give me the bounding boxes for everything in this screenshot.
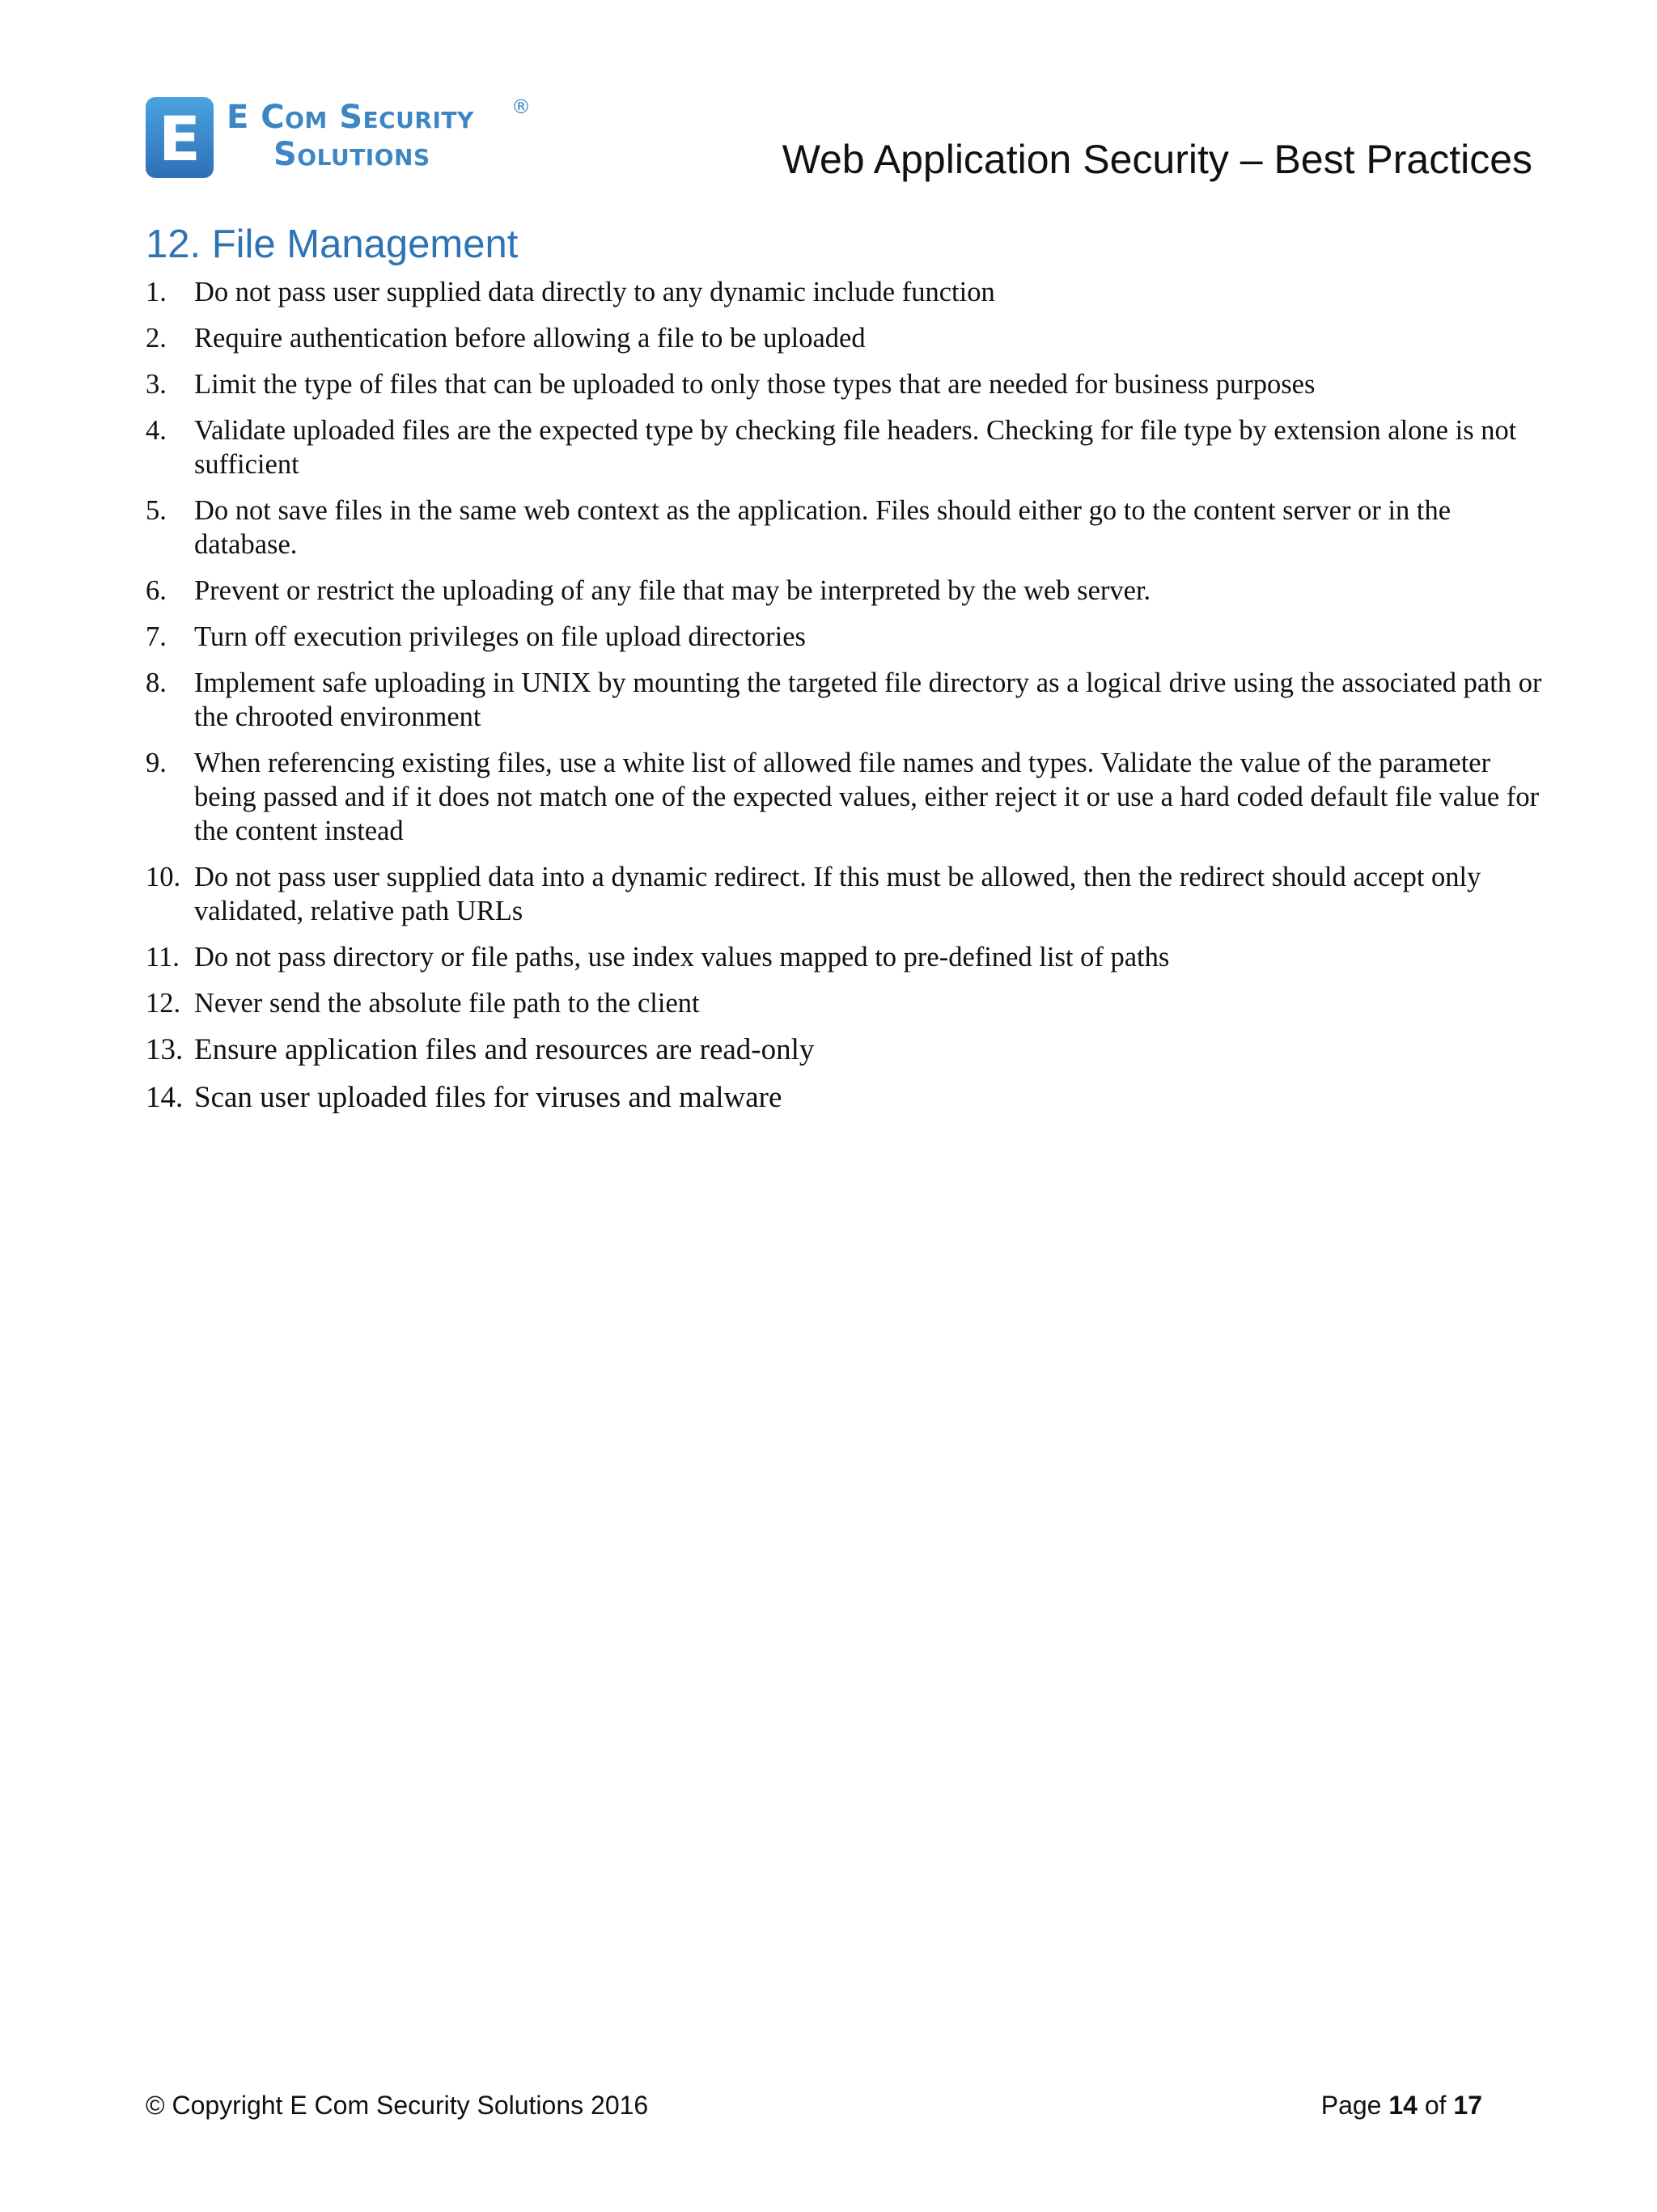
list-item [146, 321, 1553, 355]
section-heading: 12. File Management [146, 222, 519, 266]
list-item-text: Implement safe uploading in UNIX by mounting the targeted file directory as a logical drive using the associated path or the chrooted environment [194, 667, 1542, 732]
list-item [146, 574, 1553, 608]
list-item-text: Do not save files in the same web context as the application. Files should either go to the content server or in the database. [194, 495, 1451, 560]
page-prefix: Page [1320, 2091, 1382, 2120]
document-title: Web Application Security – Best Practices [782, 137, 1532, 182]
list-item-number: 2. [146, 323, 167, 354]
page-of: of [1424, 2091, 1447, 2120]
list-item [146, 746, 1553, 848]
list-item [146, 940, 1553, 974]
list-item-number: 10. [146, 862, 181, 892]
list-item-text: Ensure application files and resources are read-only [194, 1033, 815, 1066]
list-item [146, 860, 1553, 928]
page-current: 14 [1388, 2091, 1418, 2120]
list-item-number: 9. [146, 748, 167, 778]
list-item [146, 275, 1553, 309]
list-item-number: 7. [146, 621, 167, 652]
list-item-text: When referencing existing files, use a white list of allowed file names and types. Validate the value of the parameter being passed and if it does not match one of the expected values, either reject it or use a hard coded default file value for the content instead [194, 748, 1540, 846]
list-item-text: Turn off execution privileges on file upload directories [194, 621, 806, 652]
list-item-text: Validate uploaded files are the expected type by checking file headers. Checking for file type by extension alone is not sufficient [194, 415, 1517, 480]
logo-text-line2: Solutions [273, 136, 430, 173]
company-logo [146, 95, 534, 184]
list-item-text: Do not pass user supplied data into a dynamic redirect. If this must be allowed, then the redirect should accept only validated, relative path URLs [194, 862, 1481, 926]
logo-letter: E [159, 103, 201, 175]
list-item-text: Do not pass directory or file paths, use index values mapped to pre-defined list of paths [194, 942, 1170, 973]
list-item-text: Do not pass user supplied data directly to any dynamic include function [194, 277, 995, 307]
list-item-number: 12. [146, 988, 181, 1019]
logo-e-icon [146, 97, 214, 178]
list-item-number: 6. [146, 575, 167, 606]
footer-copyright: © Copyright E Com Security Solutions 2016 [146, 2091, 649, 2120]
list-item-number: 13. [146, 1033, 184, 1066]
list-item [146, 367, 1553, 401]
list-item [146, 494, 1553, 561]
list-item [146, 413, 1553, 481]
footer-page-number [1321, 2091, 1482, 2121]
list-item-text: Prevent or restrict the uploading of any file that may be interpreted by the web server. [194, 575, 1151, 606]
list-item-number: 4. [146, 415, 167, 446]
list-item-number: 11. [146, 942, 180, 973]
list-item-text: Limit the type of files that can be uploaded to only those types that are needed for business purposes [194, 369, 1316, 400]
logo-text-line1: E Com Security [227, 99, 474, 136]
practice-list [146, 275, 1553, 1128]
list-item-number: 14. [146, 1081, 184, 1114]
list-item-number: 5. [146, 495, 167, 526]
list-item-number: 3. [146, 369, 167, 400]
list-item [146, 986, 1553, 1020]
list-item-number: 1. [146, 277, 167, 307]
logo-registered-mark: ® [511, 95, 531, 118]
list-item [146, 1032, 1553, 1068]
list-item [146, 1080, 1553, 1116]
page-total: 17 [1453, 2091, 1482, 2120]
list-item-text: Scan user uploaded files for viruses and malware [194, 1081, 782, 1114]
list-item [146, 666, 1553, 734]
list-item-number: 8. [146, 667, 167, 698]
list-item-text: Require authentication before allowing a file to be uploaded [194, 323, 866, 354]
list-item-text: Never send the absolute file path to the client [194, 988, 700, 1019]
list-item [146, 620, 1553, 654]
